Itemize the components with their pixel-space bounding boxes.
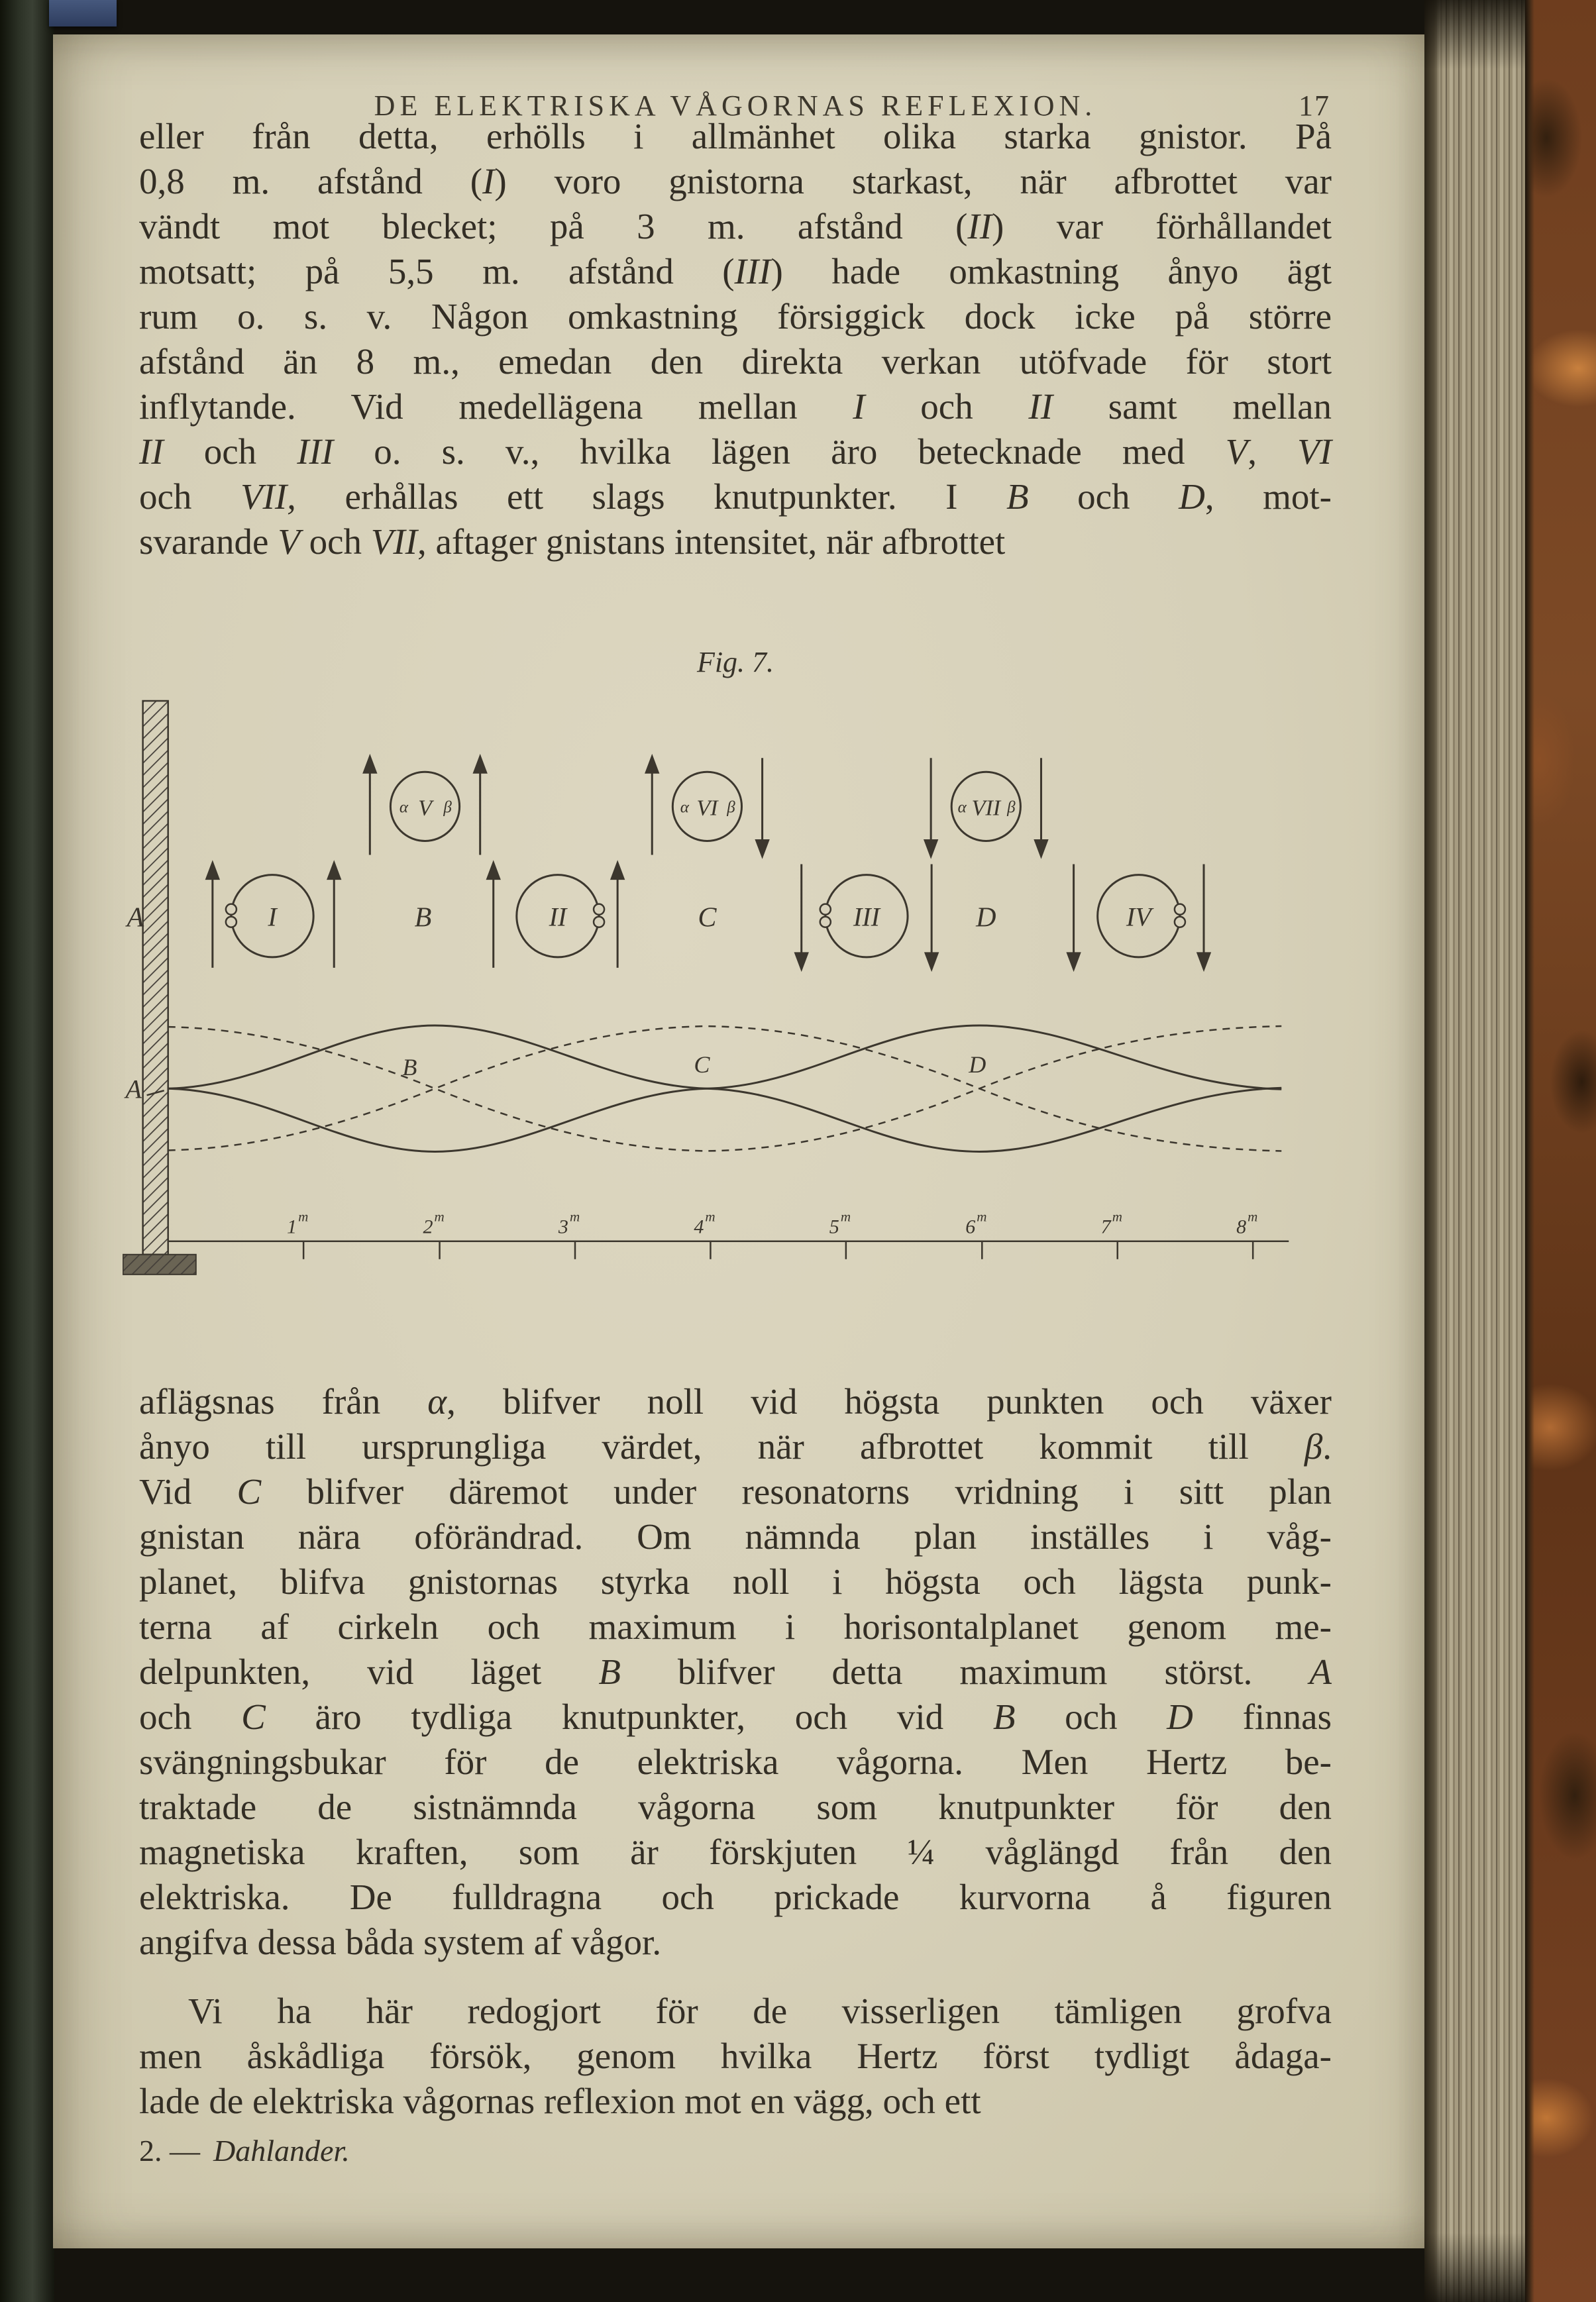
text-line: eller från detta, erhölls i allmänhet olika starka gnistor. På xyxy=(139,116,1332,156)
text-line: afstånd än 8 m., emedan den direkta verkan utöfvade för stort xyxy=(139,341,1332,382)
detector-label: VI xyxy=(696,796,718,821)
chapter-title: DE ELEKTRISKA VÅGORNAS REFLEXION. xyxy=(374,89,1097,122)
text-line: aflägsnas från α, blifver noll vid högsta punkten och växer xyxy=(139,1381,1332,1422)
reflecting-wall xyxy=(123,701,196,1275)
resonator-circle-II xyxy=(517,875,604,957)
axis-letter-A: A xyxy=(125,1074,142,1104)
text-line: inflytande. Vid medellägena mellan I och II samt mellan xyxy=(139,386,1332,427)
resonator-label: IV xyxy=(1126,902,1151,932)
text-line: elektriska. De fulldragna och prickade kurvorna å figuren xyxy=(139,1877,1332,1917)
text-line: svängningsbukar för de elektriska vågorna. Men Hertz be- xyxy=(139,1742,1332,1782)
arrow-up-icon xyxy=(488,863,500,968)
detector-label: VII xyxy=(971,796,1001,821)
scale-unit: m xyxy=(1112,1208,1122,1225)
spark-gap-icon xyxy=(1175,917,1185,927)
arrow-down-icon xyxy=(926,864,937,969)
page-number: 17 xyxy=(1299,89,1330,122)
text-line: delpunkten, vid läget B blifver detta maximum störst. A xyxy=(139,1651,1332,1692)
detector-label: V xyxy=(418,796,432,821)
arrow-down-icon xyxy=(796,864,808,969)
figure-caption-text: Fig. 7. xyxy=(696,646,774,678)
node-letter-C: C xyxy=(698,902,717,933)
book-spine xyxy=(0,0,54,2302)
text-line: och VII, erhållas ett slags knutpunkter. I B och D, mot- xyxy=(139,476,1332,517)
scale-number: 2 xyxy=(423,1215,433,1238)
axis-letter-C: C xyxy=(694,1051,710,1078)
arrow-up-icon xyxy=(612,863,623,968)
scale-unit: m xyxy=(298,1208,309,1225)
spark-gap-icon xyxy=(820,917,831,927)
arrow-up-icon xyxy=(474,757,486,855)
page-edge-stack xyxy=(1424,0,1525,2302)
alpha-label: α xyxy=(957,798,967,817)
node-letter-B: B xyxy=(414,902,432,933)
scale-labels xyxy=(287,1209,1257,1238)
arrow-down-icon xyxy=(1198,864,1210,969)
text-line: traktade de sistnämnda vågorna som knutpunkter för den xyxy=(139,1787,1332,1827)
beta-label: β xyxy=(727,798,735,817)
scale-number: 8 xyxy=(1236,1215,1247,1238)
text-line: men åskådliga försök, genom hvilka Hertz först tydligt ådaga- xyxy=(139,2036,1332,2076)
spark-gap-icon xyxy=(594,904,604,915)
beta-label: β xyxy=(1007,798,1016,817)
paragraph-1 xyxy=(139,114,1332,564)
signature-name: Dahlander. xyxy=(213,2134,350,2168)
scale-number: 5 xyxy=(829,1215,839,1238)
node-letter-A: A xyxy=(127,902,144,933)
signature-line xyxy=(139,2133,350,2168)
arrow-down-icon xyxy=(1035,758,1047,856)
text-line: planet, blifva gnistornas styrka noll i högsta och lägsta punk- xyxy=(139,1561,1332,1602)
scale-number: 6 xyxy=(965,1215,976,1238)
text-line: motsatt; på 5,5 m. afstånd (III) hade omkastning ånyo ägt xyxy=(139,251,1332,291)
scale-unit: m xyxy=(705,1208,716,1225)
arrow-up-icon xyxy=(328,863,340,968)
resonator-label: II xyxy=(549,902,567,932)
marbled-cover xyxy=(1525,0,1596,2302)
detector-circle-VII xyxy=(951,772,1020,841)
signature-number: 2. — xyxy=(139,2134,200,2168)
text-line: lade de elektriska vågornas reflexion mot en vägg, och ett xyxy=(139,2081,981,2121)
resonator-circle-III xyxy=(820,875,908,957)
text-line: Vi ha här redogjort för de visserligen tämligen grofva xyxy=(188,1991,1332,2031)
paragraph-3 xyxy=(139,1989,1332,2124)
alpha-label: α xyxy=(399,798,409,817)
node-letter-D: D xyxy=(976,902,996,933)
scale-unit: m xyxy=(569,1208,580,1225)
text-line: Vid C blifver däremot under resonatorns vridning i sitt plan xyxy=(139,1471,1332,1512)
arrow-up-icon xyxy=(207,863,219,968)
arrow-up-icon xyxy=(364,757,376,855)
arrow-down-icon xyxy=(757,758,769,856)
text-line: svarande V och VII, aftager gnistans intensitet, när afbrottet xyxy=(139,521,1006,562)
book-page xyxy=(53,34,1424,2248)
beta-label: β xyxy=(443,798,452,817)
figure-7-diagram xyxy=(123,697,1345,1321)
scale-unit: m xyxy=(434,1208,445,1225)
scale-number: 7 xyxy=(1100,1215,1111,1238)
distance-scale xyxy=(168,1241,1289,1259)
arrow-down-icon xyxy=(925,758,937,856)
text-line: magnetiska kraften, som är förskjuten ¼ våglängd från den xyxy=(139,1832,1332,1872)
scale-unit: m xyxy=(977,1208,987,1225)
text-line: terna af cirkeln och maximum i horisontalplanet genom me- xyxy=(139,1606,1332,1647)
text-line: 0,8 m. afstånd (I) voro gnistorna starkast, när afbrottet var xyxy=(139,161,1332,201)
spark-gap-icon xyxy=(594,917,604,927)
scale-number: 1 xyxy=(287,1215,297,1238)
figure-caption xyxy=(139,645,1332,679)
text-line: vändt mot blecket; på 3 m. afstånd (II) var förhållandet xyxy=(139,206,1332,246)
spark-gap-icon xyxy=(820,904,831,915)
alpha-label: α xyxy=(680,798,689,817)
text-line: ånyo till ursprungliga värdet, när afbrottet kommit till β. xyxy=(139,1426,1332,1467)
text-line: och C äro tydliga knutpunkter, och vid B och D finnas xyxy=(139,1697,1332,1737)
scale-unit: m xyxy=(1248,1208,1258,1225)
spark-gap-icon xyxy=(1175,904,1185,915)
arrow-up-icon xyxy=(646,757,658,855)
text-line: rum o. s. v. Någon omkastning försiggick dock icke på större xyxy=(139,296,1332,337)
text-line: II och III o. s. v., hvilka lägen äro betecknade med V, VI xyxy=(139,431,1332,472)
spark-gap-icon xyxy=(226,904,237,915)
detector-circle-VI xyxy=(672,772,741,841)
text-line: angifva dessa båda system af vågor. xyxy=(139,1922,662,1962)
axis-letter-D: D xyxy=(969,1051,986,1078)
text-line: gnistan nära oförändrad. Om nämnda plan inställes i våg- xyxy=(139,1516,1332,1557)
resonator-label: I xyxy=(268,902,277,932)
scale-number: 3 xyxy=(558,1215,568,1238)
paragraph-2 xyxy=(139,1379,1332,1965)
scale-number: 4 xyxy=(694,1215,704,1238)
scale-unit: m xyxy=(840,1208,851,1225)
resonator-circle-I xyxy=(226,875,313,957)
spark-gap-icon xyxy=(226,917,237,927)
arrow-down-icon xyxy=(1068,864,1080,969)
wave-curves xyxy=(168,1025,1282,1151)
axis-letter-B: B xyxy=(402,1054,417,1081)
resonator-label: III xyxy=(853,902,880,932)
resonator-circle-IV xyxy=(1098,875,1185,957)
detector-circle-V xyxy=(390,772,459,841)
binding-tab xyxy=(49,0,117,26)
